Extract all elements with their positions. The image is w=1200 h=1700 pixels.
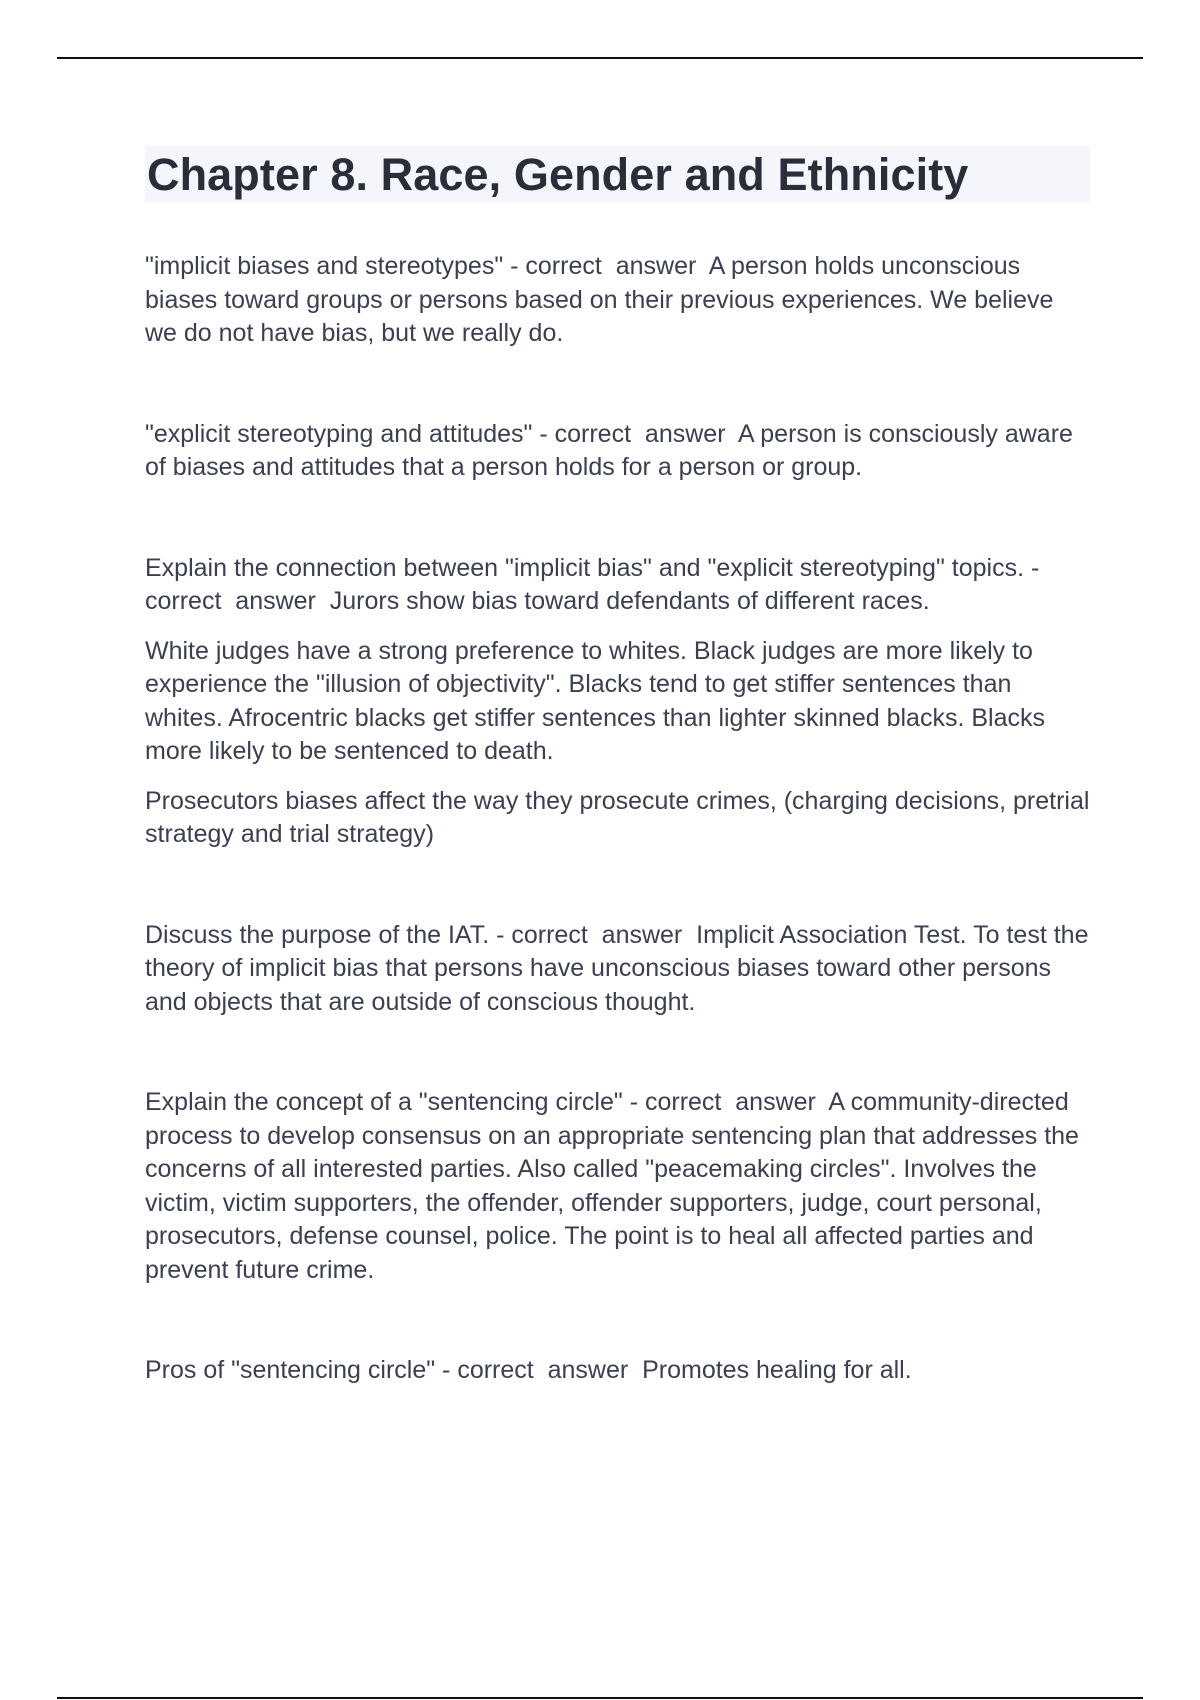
flashcard-iat: Discuss the purpose of the IAT. - correct answer Implicit Association Test. To test the theory of implicit bias that persons have unconscious biases toward other persons and objects that are outside of conscious thought. xyxy=(145,920,1096,1016)
flashcard-sentencing-circle-pros: Pros of "sentencing circle" - correct answer Promotes healing for all. xyxy=(145,1356,912,1384)
flashcard-implicit-biases: "implicit biases and stereotypes" - correct answer A person holds unconscious biases toward groups or persons based on their previous experiences. We believe we do not have bias, but we really do. xyxy=(145,252,1061,347)
bottom-divider xyxy=(57,1697,1143,1699)
flashcard-connection-judges: White judges have a strong preference to whites. Black judges are more likely to experience the "illusion of objectivity". Blacks tend to get stiffer sentences than whites. Afrocentric blacks get stiffer sentences than lighter skinned blacks. Blacks more likely to be sentenced to death. xyxy=(145,636,1052,765)
flashcard-sentencing-circle: Explain the concept of a "sentencing circle" - correct answer A community-directed process to develop consensus on an appropriate sentencing plan that addresses the concerns of all interested parties. Also called "peacemaking circles". Involves the victim, victim supporters, the offender, offender supporters, judge, court personal, prosecutors, defense counsel, police. The point is to heal all affected parties and prevent future crime. xyxy=(145,1088,1086,1284)
document-body xyxy=(145,146,1097,1388)
flashcard-connection: Explain the connection between "implicit bias" and "explicit stereotyping" topics. - correct answer Jurors show bias toward defendants of different races. xyxy=(145,553,1047,615)
page-title: Chapter 8. Race, Gender and Ethnicity xyxy=(145,146,1090,202)
flashcard-explicit-stereotyping: "explicit stereotyping and attitudes" - correct answer A person is consciously aware of biases and attitudes that a person holds for a person or group. xyxy=(145,419,1080,481)
top-divider xyxy=(57,57,1143,59)
flashcard-connection-prosecutors: Prosecutors biases affect the way they prosecute crimes, (charging decisions, pretrial strategy and trial strategy) xyxy=(145,786,1097,848)
